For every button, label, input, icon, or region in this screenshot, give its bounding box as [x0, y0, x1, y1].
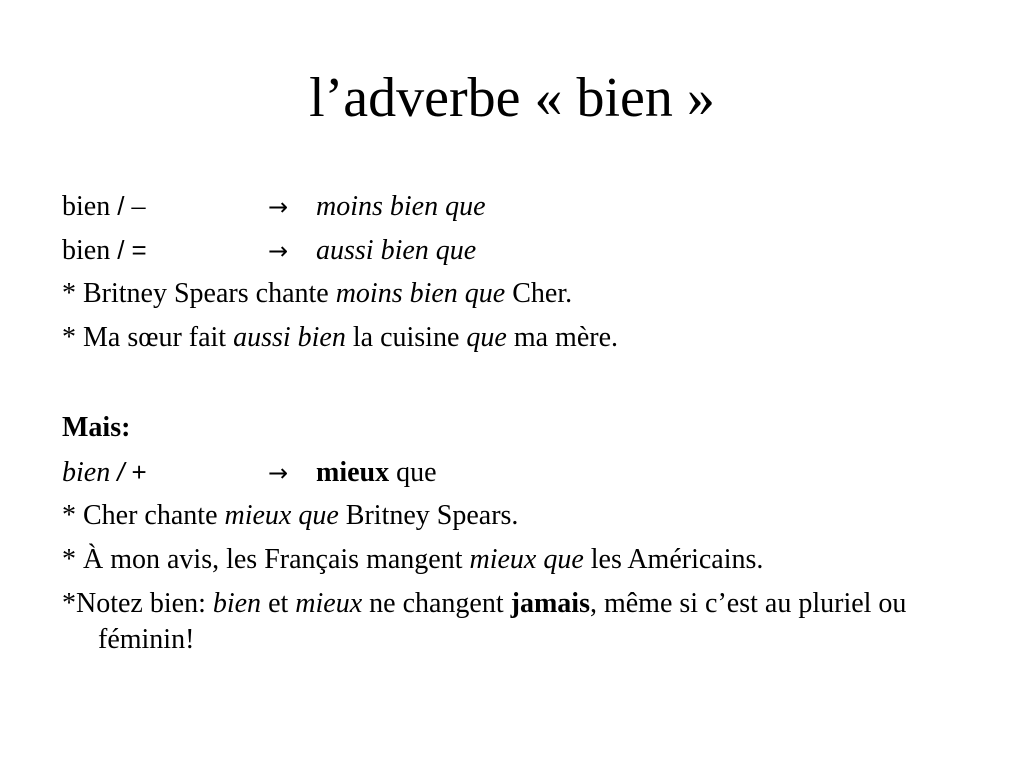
example-cher-italic: mieux que	[224, 500, 339, 531]
spacer	[62, 360, 982, 406]
mais-heading: Mais:	[62, 412, 131, 443]
example-soeur-italic-2: que	[466, 322, 507, 353]
note-pre: *Notez bien:	[62, 588, 213, 619]
rule-minus	[62, 184, 982, 228]
example-francais-italic: mieux que	[469, 544, 584, 575]
rule-equal-result: aussi bien que	[316, 235, 477, 266]
example-britney-italic: moins bien que	[335, 278, 506, 309]
example-francais-post: les Américains.	[583, 544, 764, 575]
arrow-right-icon: →	[268, 237, 289, 265]
rule-minus-slash: /	[117, 191, 125, 221]
rule-plus-post: que	[389, 457, 437, 488]
rule-minus-sign: –	[131, 191, 146, 222]
example-cher	[62, 494, 982, 538]
arrow-right-icon: →	[268, 193, 289, 221]
note-paragraph	[62, 586, 982, 658]
rule-plus-sign: +	[131, 457, 147, 487]
rule-equal-slash: /	[117, 235, 125, 265]
note-post: , même si c’est au pluriel ou féminin!	[98, 588, 907, 655]
rule-equal	[62, 228, 982, 272]
rule-plus	[62, 450, 982, 494]
example-soeur	[62, 316, 982, 360]
example-francais-pre: * À mon avis, les Français mangent	[62, 544, 470, 575]
note-mid-1: et	[261, 588, 296, 619]
note-italic-1: bien	[212, 588, 262, 619]
example-francais	[62, 538, 982, 582]
note-mid-2: ne changent	[362, 588, 511, 619]
rule-equal-word: bien	[62, 235, 111, 266]
rule-minus-left	[62, 184, 268, 229]
rule-equal-left	[62, 228, 268, 273]
rule-plus-slash: /	[117, 457, 125, 487]
example-cher-pre: * Cher chante	[62, 500, 225, 531]
example-britney-post: Cher.	[505, 278, 573, 309]
slide-title: l’adverbe « bien »	[309, 67, 715, 129]
note-bold: jamais	[510, 588, 590, 619]
example-cher-post: Britney Spears.	[338, 500, 519, 531]
arrow-right-icon: →	[268, 459, 289, 487]
example-britney	[62, 272, 982, 316]
slide-body	[62, 184, 982, 658]
rule-equal-sign: =	[131, 235, 147, 265]
rule-plus-left	[62, 450, 268, 495]
example-soeur-post: ma mère.	[506, 322, 618, 353]
rule-plus-bold: mieux	[316, 457, 390, 488]
example-britney-pre: * Britney Spears chante	[62, 278, 336, 309]
example-soeur-mid: la cuisine	[345, 322, 467, 353]
rule-minus-result: moins bien que	[316, 191, 486, 222]
note-italic-2: mieux	[295, 588, 363, 619]
example-soeur-pre: * Ma sœur fait	[62, 322, 234, 353]
example-soeur-italic-1: aussi bien	[233, 322, 346, 353]
rule-plus-word: bien	[62, 457, 111, 488]
rule-minus-word: bien	[62, 191, 111, 222]
